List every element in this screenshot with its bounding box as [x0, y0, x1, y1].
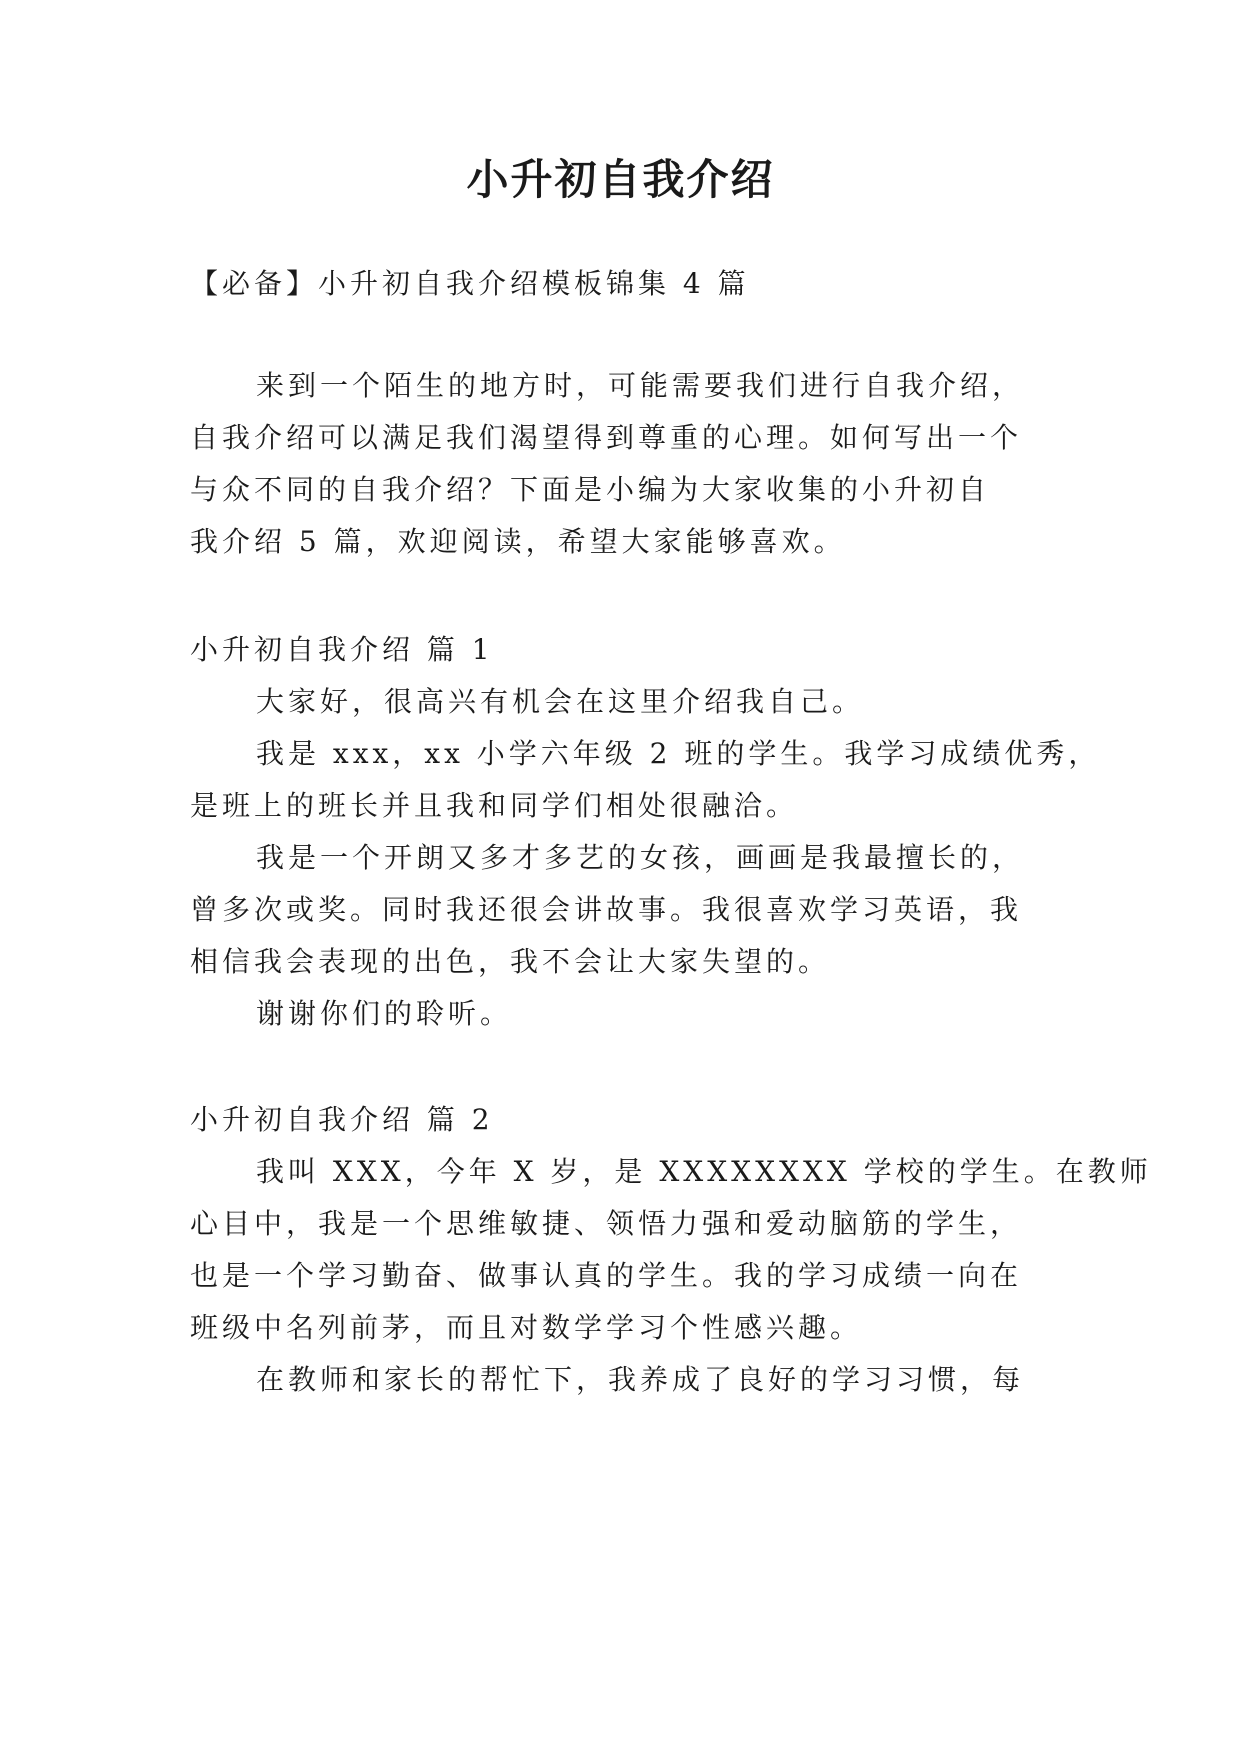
document-subtitle: 【必备】小升初自我介绍模板锦集 4 篇 [190, 267, 750, 300]
intro-line: 我介绍 5 篇，欢迎阅读，希望大家能够喜欢。 [190, 525, 846, 558]
section-line: 大家好，很高兴有机会在这里介绍我自己。 [256, 685, 865, 718]
section-heading: 小升初自我介绍 篇 1 [190, 633, 494, 666]
section-line: 谢谢你们的聆听。 [256, 997, 513, 1030]
section-heading: 小升初自我介绍 篇 2 [190, 1103, 494, 1136]
section-line: 也是一个学习勤奋、做事认真的学生。我的学习成绩一向在 [190, 1259, 1023, 1292]
intro-line: 来到一个陌生的地方时，可能需要我们进行自我介绍， [256, 369, 1025, 402]
section-line: 曾多次或奖。同时我还很会讲故事。我很喜欢学习英语，我 [190, 893, 1023, 926]
intro-line: 自我介绍可以满足我们渴望得到尊重的心理。如何写出一个 [190, 421, 1023, 454]
section-line: 在教师和家长的帮忙下，我养成了良好的学习习惯，每 [256, 1363, 1025, 1396]
section-line: 心目中，我是一个思维敏捷、领悟力强和爱动脑筋的学生， [190, 1207, 1023, 1240]
section-line: 是班上的班长并且我和同学们相处很融洽。 [190, 789, 799, 822]
section-line: 我是一个开朗又多才多艺的女孩，画画是我最擅长的， [256, 841, 1025, 874]
section-line: 我是 xxx，xx 小学六年级 2 班的学生。我学习成绩优秀， [256, 737, 1101, 770]
section-line: 相信我会表现的出色，我不会让大家失望的。 [190, 945, 831, 978]
section-line: 我叫 XXX，今年 X 岁，是 XXXXXXXX 学校的学生。在教师 [256, 1155, 1152, 1188]
section-line: 班级中名列前茅，而且对数学学习个性感兴趣。 [190, 1311, 863, 1344]
intro-line: 与众不同的自我介绍？下面是小编为大家收集的小升初自 [190, 473, 991, 506]
document-title: 小升初自我介绍 [466, 155, 775, 204]
